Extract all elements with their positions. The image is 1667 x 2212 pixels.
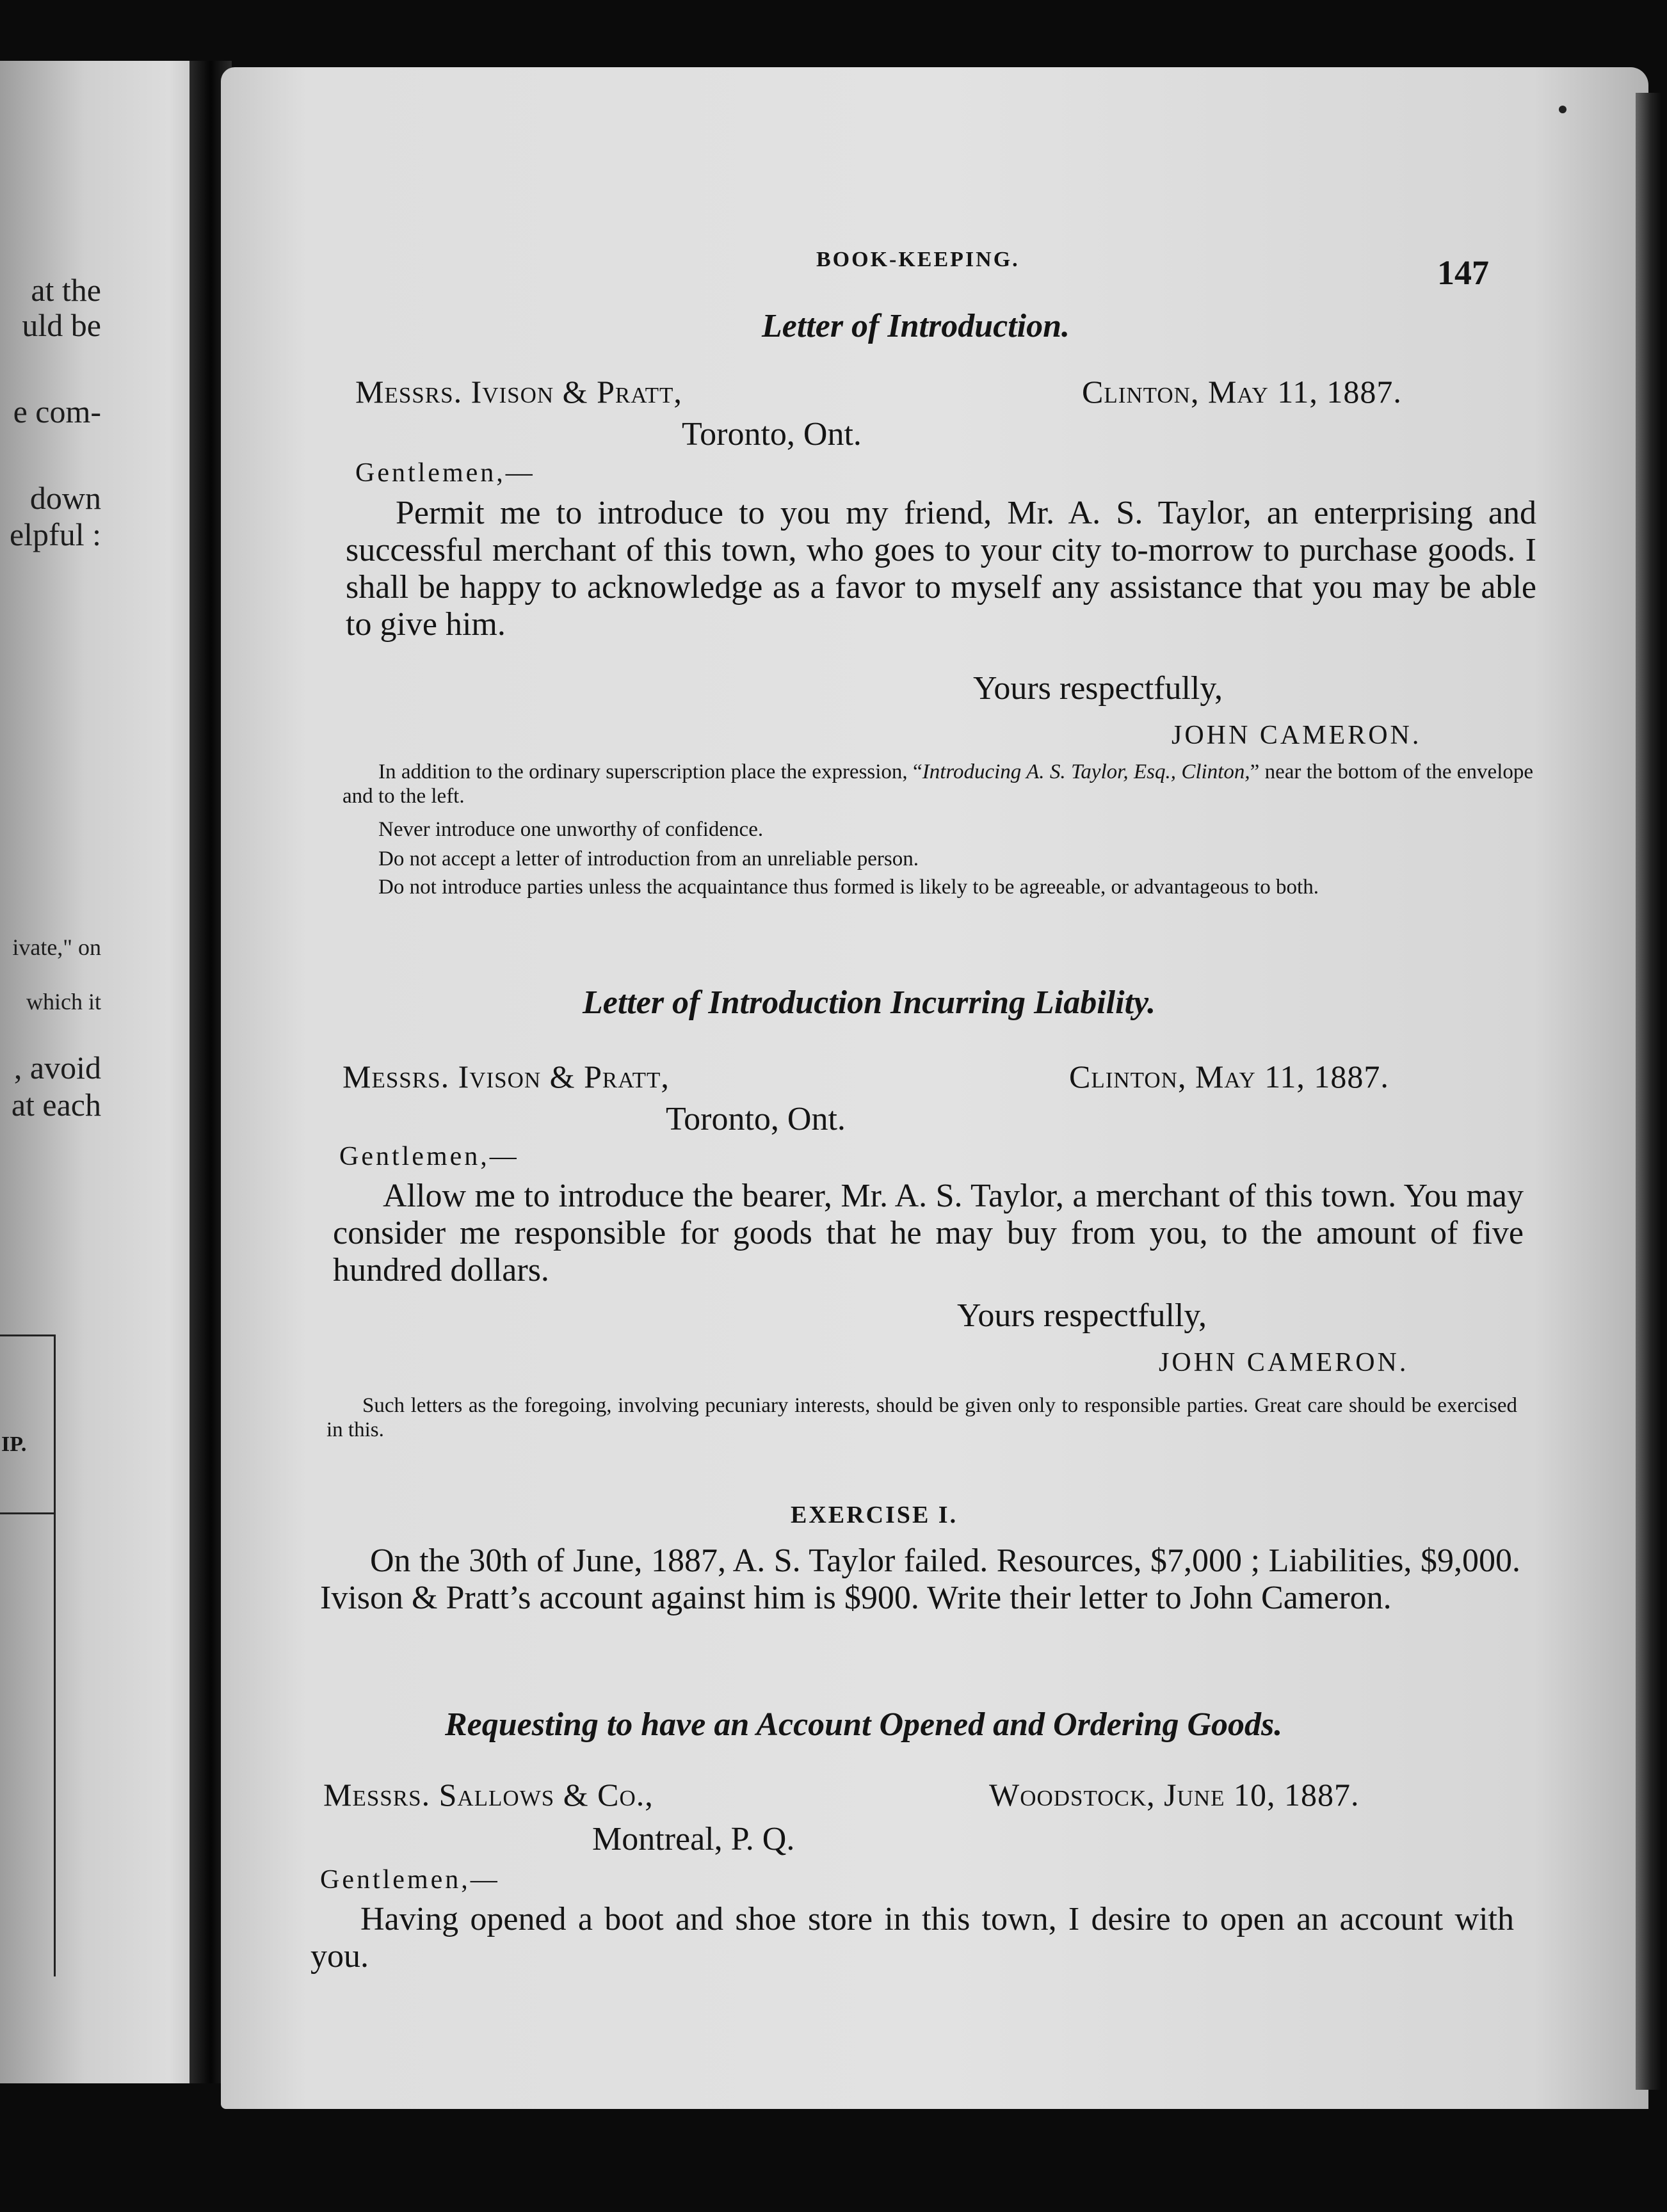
footnote: Do not accept a letter of introduction from an unreliable person.	[378, 847, 919, 870]
left-page-fragment: down	[29, 480, 101, 516]
left-facing-page	[0, 61, 211, 2083]
letter-title: Letter of Introduction.	[762, 308, 1070, 344]
letter-salutation: Gentlemen,—	[320, 1865, 500, 1895]
left-page-fragment: at each	[11, 1087, 101, 1123]
letter-closing: Yours respectfully,	[957, 1297, 1207, 1334]
footnote	[342, 760, 1533, 808]
left-page-fragment: ivate," on	[12, 934, 101, 960]
letter-title: Requesting to have an Account Opened and Ordering Goods.	[445, 1706, 1283, 1743]
book-page	[221, 67, 1648, 2109]
letter-addressee: Messrs. Ivison & Pratt,	[342, 1059, 670, 1094]
letter-signature: JOHN CAMERON.	[1159, 1348, 1409, 1377]
left-page-fragment: , avoid	[13, 1050, 101, 1086]
letter-address-city: Toronto, Ont.	[666, 1101, 846, 1137]
letter-addressee: Messrs. Sallows & Co.,	[323, 1777, 654, 1813]
letter-address-city: Montreal, P. Q.	[592, 1821, 795, 1857]
left-page-fragment: uld be	[22, 307, 101, 343]
letter-place-date: Woodstock, June 10, 1887.	[989, 1777, 1360, 1813]
left-page-fragment: which it	[26, 989, 101, 1014]
letter-title: Letter of Introduction Incurring Liability.	[583, 984, 1156, 1021]
running-head: BOOK-KEEPING.	[816, 248, 1020, 271]
left-page-box-label: IP.	[1, 1432, 27, 1456]
left-page-fragment: at the	[31, 272, 101, 308]
letter-salutation: Gentlemen,—	[355, 458, 535, 488]
footnote-text: ” near the bottom of the envelope and to the left.	[342, 760, 1534, 808]
letter-address-city: Toronto, Ont.	[682, 416, 862, 453]
footnote-text: In addition to the ordinary superscription place the expression, “	[378, 760, 922, 783]
letter-signature: JOHN CAMERON.	[1172, 721, 1422, 750]
exercise-text: On the 30th of June, 1887, A. S. Taylor failed. Resources, $7,000 ; Liabilities, $9,000. Ivison & Pratt’s account against him is $900. Write their letter to John Cameron.	[320, 1543, 1520, 1616]
footnote-italic: Introducing A. S. Taylor, Esq., Clinton,	[922, 760, 1250, 783]
footnote: Such letters as the foregoing, involving pecuniary interests, should be given only to responsible parties. Great care should be exercised in this.	[326, 1394, 1517, 1441]
letter-body: Allow me to introduce the bearer, Mr. A. S. Taylor, a merchant of this town. You may consider me responsible for goods that he may buy from you, to the amount of five hundred dollars.	[333, 1178, 1524, 1288]
table-rule	[0, 1512, 54, 1514]
letter-addressee: Messrs. Ivison & Pratt,	[355, 374, 682, 410]
exercise-heading: EXERCISE I.	[791, 1502, 958, 1528]
letter-place-date: Clinton, May 11, 1887.	[1069, 1059, 1389, 1094]
letter-body: Having opened a boot and shoe store in this town, I desire to open an account with you.	[310, 1901, 1514, 1975]
letter-body: Permit me to introduce to you my friend, Mr. A. S. Taylor, an enterprising and successful merchant of this town, who goes to your city to-morrow to purchase goods. I shall be happy to acknowledge as a favor to myself any assistance that you may be able to give him.	[346, 495, 1536, 643]
footnote: Do not introduce parties unless the acquaintance thus formed is likely to be agreeable, or advantageous to both.	[378, 876, 1319, 899]
letter-place-date: Clinton, May 11, 1887.	[1082, 374, 1402, 410]
page-number: 147	[1437, 253, 1489, 292]
left-page-table-edge	[0, 1334, 56, 1976]
left-page-fragment: elpful :	[9, 517, 101, 552]
letter-closing: Yours respectfully,	[973, 670, 1223, 707]
footnote: Never introduce one unworthy of confidence.	[378, 818, 764, 841]
letter-salutation: Gentlemen,—	[339, 1142, 519, 1171]
page-speck	[1559, 106, 1566, 113]
left-page-fragment: e com-	[13, 394, 101, 429]
